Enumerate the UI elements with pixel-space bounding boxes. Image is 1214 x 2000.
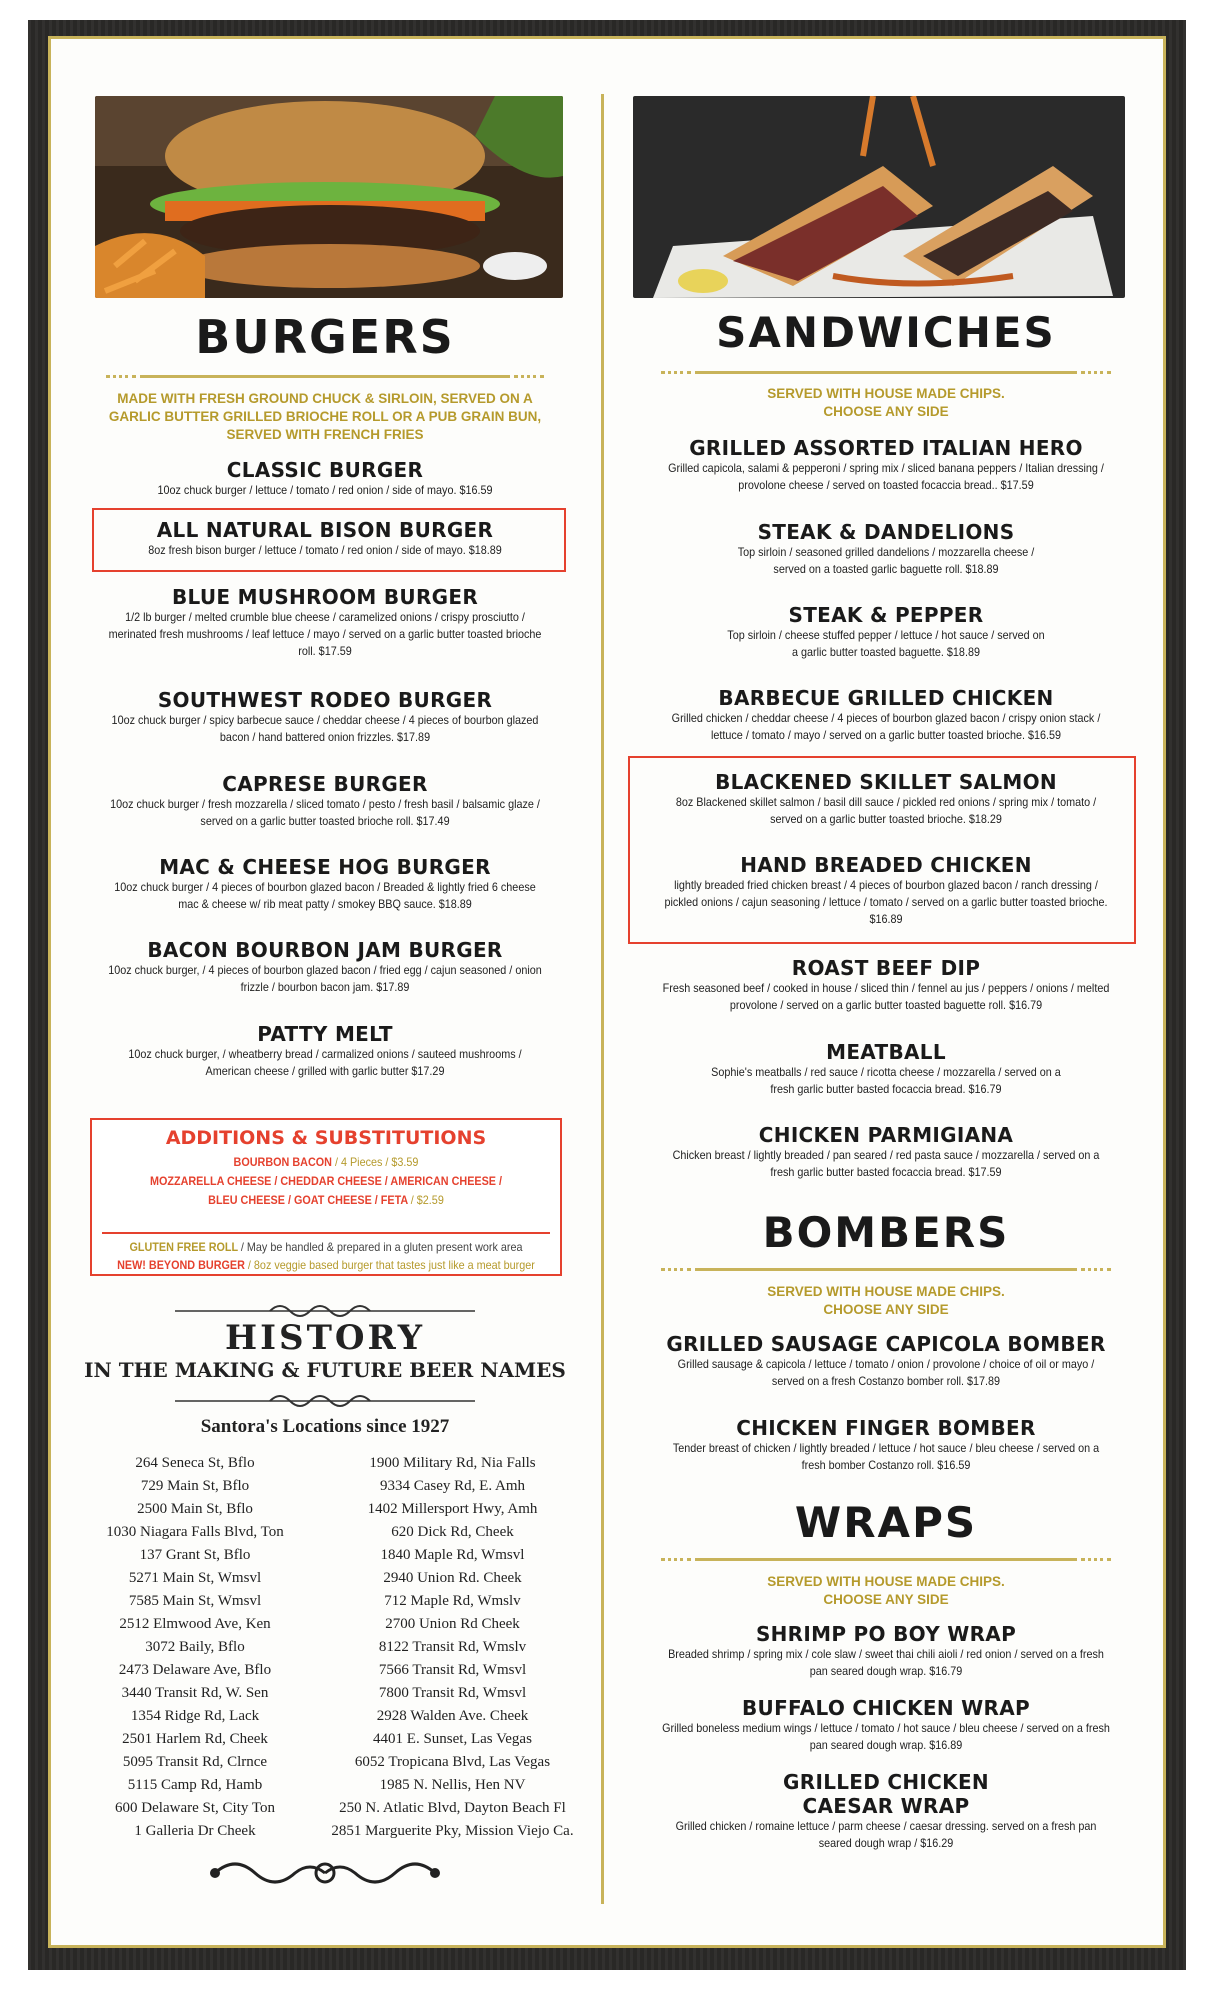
location-entry: 6052 Tropicana Blvd, Las Vegas [354,1754,551,1770]
locations-list-right [315,1452,590,1843]
burger-item-blue-mushroom [70,585,580,660]
additions-gf-line [115,1238,536,1257]
location-entry: 729 Main St, Bflo [140,1478,250,1494]
additions-beyond-line [115,1256,536,1275]
sandwich-item-blackened-salmon [625,770,1147,828]
item-name: BUFFALO CHICKEN WRAP [742,1696,1030,1720]
history-top-ornament [175,1304,475,1318]
item-name: BLACKENED SKILLET SALMON [715,770,1057,794]
item-desc: Grilled boneless medium wings / lettuce / tomato / hot sauce / bleu cheese / served on a fresh pan seared dough wrap. $16.89 [662,1721,1110,1752]
item-name: GRILLED CHICKEN CAESAR WRAP [783,1770,989,1818]
item-name: SHRIMP PO BOY WRAP [755,1622,1017,1646]
item-desc: 8oz Blackened skillet salmon / basil dill sauce / pickled red onions / spring mix / tomato / served on a garlic butter toasted brioche. $18.29 [675,795,1097,826]
additions-cheese-line-1: MOZZARELLA CHEESE / CHEDDAR CHEESE / AMERICAN CHEESE / [149,1174,503,1188]
wraps-title: WRAPS [794,1498,978,1547]
location-entry: 3440 Transit Rd, W. Sen [121,1685,269,1701]
burgers-title: BURGERS [195,310,455,364]
location-entry: 9334 Casey Rd, E. Amh [380,1478,525,1494]
item-desc: Grilled chicken / romaine lettuce / parm cheese / caesar dressing. served on a fresh pan seared dough wrap / $16.29 [675,1819,1097,1850]
burger-item-caprese [70,772,580,830]
location-entry: 7585 Main St, Wmsvl [128,1593,262,1609]
location-entry: 5095 Transit Rd, Clrnce [122,1754,268,1770]
item-name: SOUTHWEST RODEO BURGER [157,688,493,712]
burger-item-patty-melt [70,1022,580,1080]
additions-box [90,1118,562,1276]
item-name: BARBECUE GRILLED CHICKEN [718,686,1054,710]
location-entry: 1 Galleria Dr Cheek [134,1823,256,1839]
item-desc: 1/2 lb burger / melted crumble blue cheese / caramelized onions / crispy prosciutto / merinated fresh mushrooms / leaf lettuce / mayo / served on a garlic butter toasted brioche roll. $17.59 [108,610,542,658]
burgers-note: MADE WITH FRESH GROUND CHUCK & SIRLOIN, SERVED ON A GARLIC BUTTER GRILLED BRIOCHE ROLL OR A PUB GRAIN BUN, SERVED WITH FRENCH FRIES [108,391,542,442]
item-name: GRILLED ASSORTED ITALIAN HERO [689,436,1083,460]
location-entry: 250 N. Atlatic Blvd, Dayton Beach Fl [339,1800,566,1816]
sandwich-item-bbq-chicken [625,686,1147,744]
wrap-item-shrimp-po-boy [625,1622,1147,1680]
sandwich-item-italian-hero [625,436,1147,494]
burgers-rule [140,375,510,378]
item-name: CHICKEN FINGER BOMBER [736,1416,1036,1440]
sandwich-item-chicken-parm [625,1123,1147,1181]
location-entry: 2940 Union Rd. Cheek [383,1570,522,1586]
item-desc: Sophie's meatballs / red sauce / ricotta cheese / mozzarella / served on a fresh garlic butter basted focaccia bread. $16.79 [711,1065,1061,1096]
location-entry: 7566 Transit Rd, Wmsvl [378,1662,527,1678]
sandwiches-note: SERVED WITH HOUSE MADE CHIPS. CHOOSE ANY SIDE [767,386,1005,419]
item-name: CAPRESE BURGER [222,772,428,796]
location-entry: 2512 Elmwood Ave, Ken [119,1616,271,1632]
additions-title: ADDITIONS & SUBSTITUTIONS [165,1127,487,1149]
burger-item-bison [70,518,580,559]
wraps-note: SERVED WITH HOUSE MADE CHIPS. CHOOSE ANY SIDE [767,1574,1005,1607]
wrap-item-buffalo-chicken [625,1696,1147,1754]
bombers-title: BOMBERS [762,1208,1010,1257]
item-desc: Breaded shrimp / spring mix / cole slaw / sweet thai chili aioli / red onion / served on a fresh pan seared dough wrap. $16.79 [668,1647,1104,1678]
item-name: MEATBALL [826,1040,946,1064]
item-name: CLASSIC BURGER [226,458,424,482]
item-desc: lightly breaded fried chicken breast / 4 pieces of bourbon glazed bacon / ranch dressing / pickled onions / cajun seasoning / lettuce / tomato / served on a garlic butter toasted brioche. $16.89 [664,878,1108,926]
burger-item-southwest [70,688,580,746]
burger-photo [95,96,563,298]
item-name: STEAK & PEPPER [788,603,984,627]
sandwich-item-meatball [625,1040,1147,1098]
location-entry: 4401 E. Sunset, Las Vegas [373,1731,532,1747]
item-name: GRILLED SAUSAGE CAPICOLA BOMBER [666,1332,1106,1356]
gf-label: GLUTEN FREE ROLL [129,1240,238,1254]
item-desc: Grilled chicken / cheddar cheese / 4 pieces of bourbon glazed bacon / crispy onion stack / lettuce / tomato / mayo / served on a garlic butter toasted brioche. $16.59 [671,711,1101,742]
location-entry: 1354 Ridge Rd, Lack [130,1708,260,1724]
burger-item-mac-cheese [70,855,580,913]
bottom-flourish-ornament [205,1856,445,1890]
item-desc: Fresh seasoned beef / cooked in house / sliced thin / fennel au jus / peppers / onions / melted provolone / served on a garlic butter toasted baguette roll. $16.79 [662,981,1110,1012]
sandwiches-title: SANDWICHES [716,308,1056,357]
item-name: HAND BREADED CHICKEN [740,853,1032,877]
location-entry: 3072 Baily, Bflo [145,1639,245,1655]
item-desc: 10oz chuck burger / spicy barbecue sauce / cheddar cheese / 4 pieces of bourbon glazed bacon / hand battered onion frizzles. $17.89 [111,713,539,744]
cheese-label: BLEU CHEESE / GOAT CHEESE / FETA [208,1193,408,1207]
location-entry: 600 Delaware St, City Ton [115,1800,275,1816]
sandwich-photo [633,96,1125,298]
wrap-item-chicken-caesar [625,1770,1147,1852]
burger-item-classic [70,458,580,499]
sandwiches-rule [695,371,1077,374]
location-entry: 1840 Maple Rd, Wmsvl [380,1547,525,1563]
item-desc: 10oz chuck burger / fresh mozzarella / sliced tomato / pesto / fresh basil / balsamic glaze / served on a garlic butter toasted brioche roll. $17.49 [110,797,540,828]
location-entry: 2928 Walden Ave. Cheek [376,1708,529,1724]
item-desc: Top sirloin / cheese stuffed pepper / lettuce / hot sauce / served on a garlic butter toasted baguette. $18.89 [727,628,1045,659]
wraps-rule [695,1558,1077,1561]
locations-heading-text: Santora's Locations since 1927 [200,1416,450,1437]
item-name: BACON BOURBON JAM BURGER [147,938,503,962]
history-subtitle: IN THE MAKING & FUTURE BEER NAMES [84,1358,566,1382]
history-heading [70,1318,580,1382]
item-name: MAC & CHEESE HOG BURGER [159,855,491,879]
location-entry: 7800 Transit Rd, Wmsvl [378,1685,527,1701]
location-entry: 5271 Main St, Wmsvl [128,1570,262,1586]
sandwich-item-steak-pepper [625,603,1147,661]
column-divider [601,94,604,1904]
location-entry: 620 Dick Rd, Cheek [391,1524,514,1540]
beyond-label: NEW! BEYOND BURGER [117,1258,245,1272]
item-desc: 10oz chuck burger / lettuce / tomato / red onion / side of mayo. $16.59 [157,483,493,497]
location-entry: 2473 Delaware Ave, Bflo [118,1662,272,1678]
item-name: ROAST BEEF DIP [791,956,981,980]
location-entry: 5115 Camp Rd, Hamb [127,1777,263,1793]
locations-list-left [65,1452,325,1843]
bomber-item-chicken-finger [625,1416,1147,1474]
item-name: STEAK & DANDELIONS [757,520,1015,544]
location-entry: 8122 Transit Rd, Wmslv [378,1639,527,1655]
item-desc: 10oz chuck burger, / 4 pieces of bourbon glazed bacon / fried egg / cajun seasoned / onion frizzle / bourbon bacon jam. $17.89 [108,963,542,994]
history-bottom-ornament [175,1394,475,1408]
sandwich-item-steak-dandelions [625,520,1147,578]
item-desc: Grilled sausage & capicola / lettuce / tomato / onion / provolone / choice of oil or mayo / served on a fresh Costanzo bomber roll. $17.89 [677,1357,1095,1388]
item-name: BLUE MUSHROOM BURGER [171,585,479,609]
location-entry: 1985 N. Nellis, Hen NV [379,1777,526,1793]
location-entry: 137 Grant St, Bflo [139,1547,251,1563]
item-desc: 10oz chuck burger / 4 pieces of bourbon glazed bacon / Breaded & lightly fried 6 cheese mac & cheese w/ rib meat patty / smokey BBQ sauce. $18.89 [114,880,536,911]
location-entry: 712 Maple Rd, Wmslv [384,1593,521,1609]
location-entry: 1402 Millersport Hwy, Amh [367,1501,538,1517]
location-entry: 2501 Harlem Rd, Cheek [122,1731,268,1747]
item-name: PATTY MELT [257,1022,393,1046]
bacon-label: BOURBON BACON [233,1155,332,1169]
location-entry: 2500 Main St, Bflo [137,1501,253,1517]
item-name: ALL NATURAL BISON BURGER [156,518,494,542]
item-desc: Chicken breast / lightly breaded / pan seared / red pasta sauce / mozzarella / served on a fresh garlic butter basted focaccia bread. $17.59 [672,1148,1100,1179]
location-entry: 2851 Marguerite Pky, Mission Viejo Ca. [331,1823,574,1839]
additions-inner-rule [102,1232,550,1234]
item-desc: 8oz fresh bison burger / lettuce / tomato / red onion / side of mayo. $18.89 [148,543,502,557]
item-desc: Grilled capicola, salami & pepperoni / spring mix / sliced banana peppers / Italian dressing / provolone cheese / served on toasted focaccia bread.. $17.59 [668,461,1104,492]
additions-cheese-line-2 [115,1191,536,1210]
beyond-detail: / 8oz veggie based burger that tastes just like a meat burger [247,1258,535,1272]
sandwich-item-hand-breaded-chicken [625,853,1147,928]
item-name: CHICKEN PARMIGIANA [758,1123,1014,1147]
location-entry: 2700 Union Rd Cheek [385,1616,520,1632]
gf-detail: / May be handled & prepared in a gluten present work area [240,1240,523,1254]
locations-heading [70,1416,580,1438]
history-title: HISTORY [225,1318,425,1358]
additions-bacon-line [115,1153,536,1172]
location-entry: 264 Seneca St, Bflo [135,1455,255,1471]
item-desc: 10oz chuck burger, / wheatberry bread / carmalized onions / sauteed mushrooms / American cheese / grilled with garlic butter $17.29 [128,1047,522,1078]
burger-item-bacon-bourbon [70,938,580,996]
location-entry: 1030 Niagara Falls Blvd, Ton [106,1524,284,1540]
bombers-rule [695,1268,1077,1271]
item-desc: Tender breast of chicken / lightly breaded / lettuce / hot sauce / bleu cheese / served on a fresh bomber Costanzo roll. $16.59 [672,1441,1100,1472]
bombers-note: SERVED WITH HOUSE MADE CHIPS. CHOOSE ANY SIDE [767,1284,1005,1317]
bacon-detail: / 4 Pieces / $3.59 [334,1155,419,1169]
cheese-price: / $2.59 [410,1193,444,1207]
sandwich-item-roast-beef [625,956,1147,1014]
item-desc: Top sirloin / seasoned grilled dandelions / mozzarella cheese / served on a toasted garlic baguette roll. $18.89 [737,545,1035,576]
location-entry: 1900 Military Rd, Nia Falls [369,1455,536,1471]
bomber-item-sausage-capicola [625,1332,1147,1390]
